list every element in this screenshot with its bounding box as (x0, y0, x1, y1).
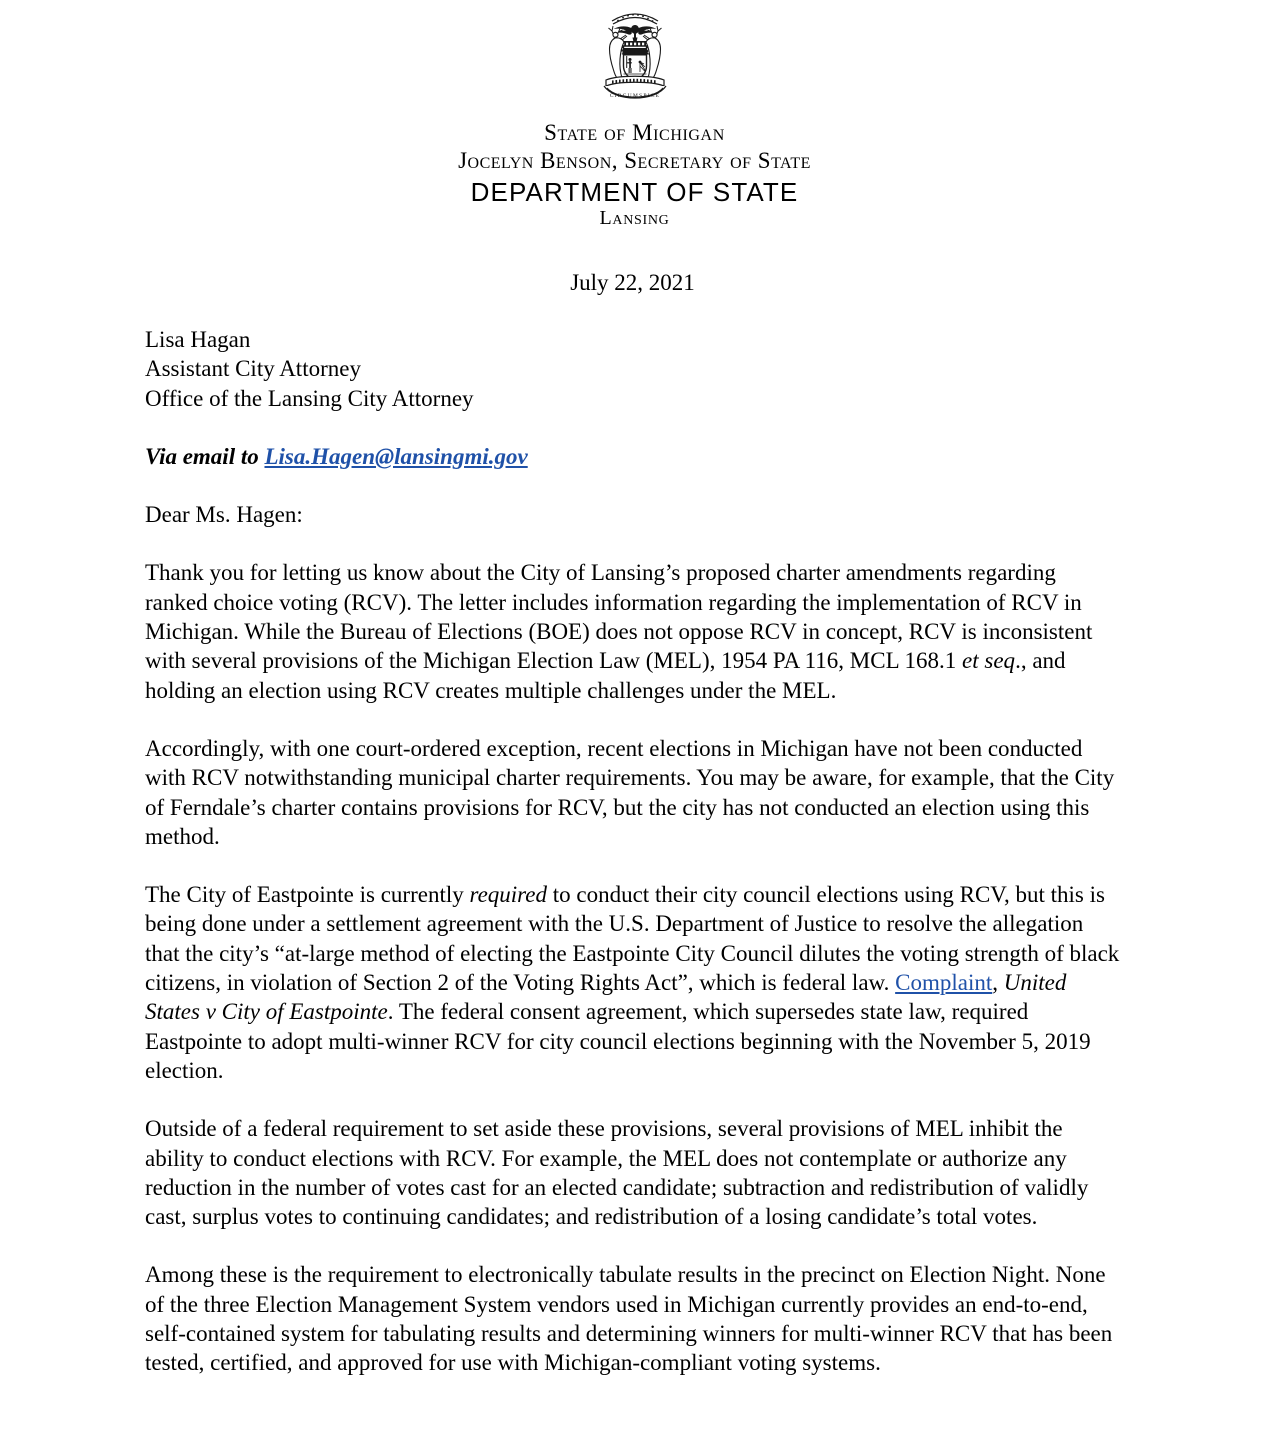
paragraph-3-text-a: The City of Eastpointe is currently (145, 882, 470, 908)
paragraph-4: Outside of a federal requirement to set aside these provisions, several provisions of MEL inhibit the ability to conduct elections with RCV. For example, the MEL does not contemplate or authorize any reduction in the number of votes cast for an elected candidate; subtraction and redistribution of validly cast, surplus votes to continuing candidates; and redistribution of a losing candidate’s total votes. (145, 1116, 1089, 1230)
letterhead-city: Lansing (599, 207, 670, 230)
paragraph-3 (145, 880, 1120, 1085)
paragraph-1-text-a: Thank you for letting us know about the City of Lansing’s proposed charter amendments regarding ranked choice voting (RCV). The letter includes information regarding the implementation of RCV in Michigan. While the Bureau of Elections (BOE) does not oppose RCV in concept, RCV is inconsistent with several provisions of the Michigan Election Law (MEL), 1954 PA 116, MCL 168.1 (145, 560, 1093, 674)
svg-text:TUEBOR: TUEBOR (620, 49, 649, 57)
salutation: Dear Ms. Hagen: (145, 502, 303, 528)
recipient-office: Office of the Lansing City Attorney (145, 385, 474, 411)
paragraph-3-italic-required: required (469, 882, 547, 908)
svg-text:CIRCUMSPICE: CIRCUMSPICE (609, 93, 660, 99)
paragraph-3-text-b: to conduct their city council elections using RCV, but this is being done under a settlement agreement with the U.S. Department of Justice to resolve the allegation that the city’s “at-large method of electing the Eastpointe City Council dilutes the voting strength of black citizens, in violation of Section 2 of the Voting Rights Act”, which is federal law. (145, 882, 1120, 996)
via-email-line (145, 442, 1120, 471)
recipient-email-link[interactable]: Lisa.Hagen@lansingmi.gov (264, 443, 528, 469)
letter-content (145, 325, 1120, 1378)
paragraph-1-text-b: ., and holding an election using RCV creates multiple challenges under the MEL. (145, 648, 1066, 703)
paragraph-1 (145, 558, 1120, 704)
paragraph-1-italic-etseq: et seq (962, 648, 1016, 674)
recipient-title: Assistant City Attorney (145, 356, 361, 382)
paragraph-2: Accordingly, with one court-ordered exception, recent elections in Michigan have not been conducted with RCV notwithstanding municipal charter requirements. You may be aware, for example, that the City of Ferndale’s charter contains provisions for RCV, but the city has not conducted an election using this method. (145, 735, 1115, 849)
letterhead-department: DEPARTMENT OF STATE (470, 176, 799, 207)
via-email-prefix: Via email to (145, 443, 265, 469)
recipient-address-block (145, 325, 1120, 413)
complaint-link[interactable]: Complaint (895, 970, 993, 996)
letter-date: July 22, 2021 (570, 270, 695, 295)
letterhead-secretary: Jocelyn Benson, Secretary of State (458, 148, 811, 174)
michigan-state-seal-icon (0, 4, 1269, 112)
paragraph-3-text-d: . The federal consent agreement, which supersedes state law, required Eastpointe to adopt multi-winner RCV for city council elections beginning with the November 5, 2019 election. (145, 999, 1091, 1083)
letterhead-state: State of Michigan (544, 120, 725, 145)
paragraph-3-text-c: , (992, 970, 1004, 996)
paragraph-3-italic-case-name: United States v City of Eastpointe (145, 970, 1067, 1025)
letterhead (0, 0, 1269, 229)
paragraph-5: Among these is the requirement to electronically tabulate results in the precinct on Election Night. None of the three Election Management System vendors used in Michigan currently provides an end-to-end, self-contained system for tabulating results and determining winners for multi-winner RCV that has been tested, certified, and approved for use with Michigan-compliant voting systems. (145, 1262, 1113, 1376)
recipient-name: Lisa Hagan (145, 327, 251, 352)
